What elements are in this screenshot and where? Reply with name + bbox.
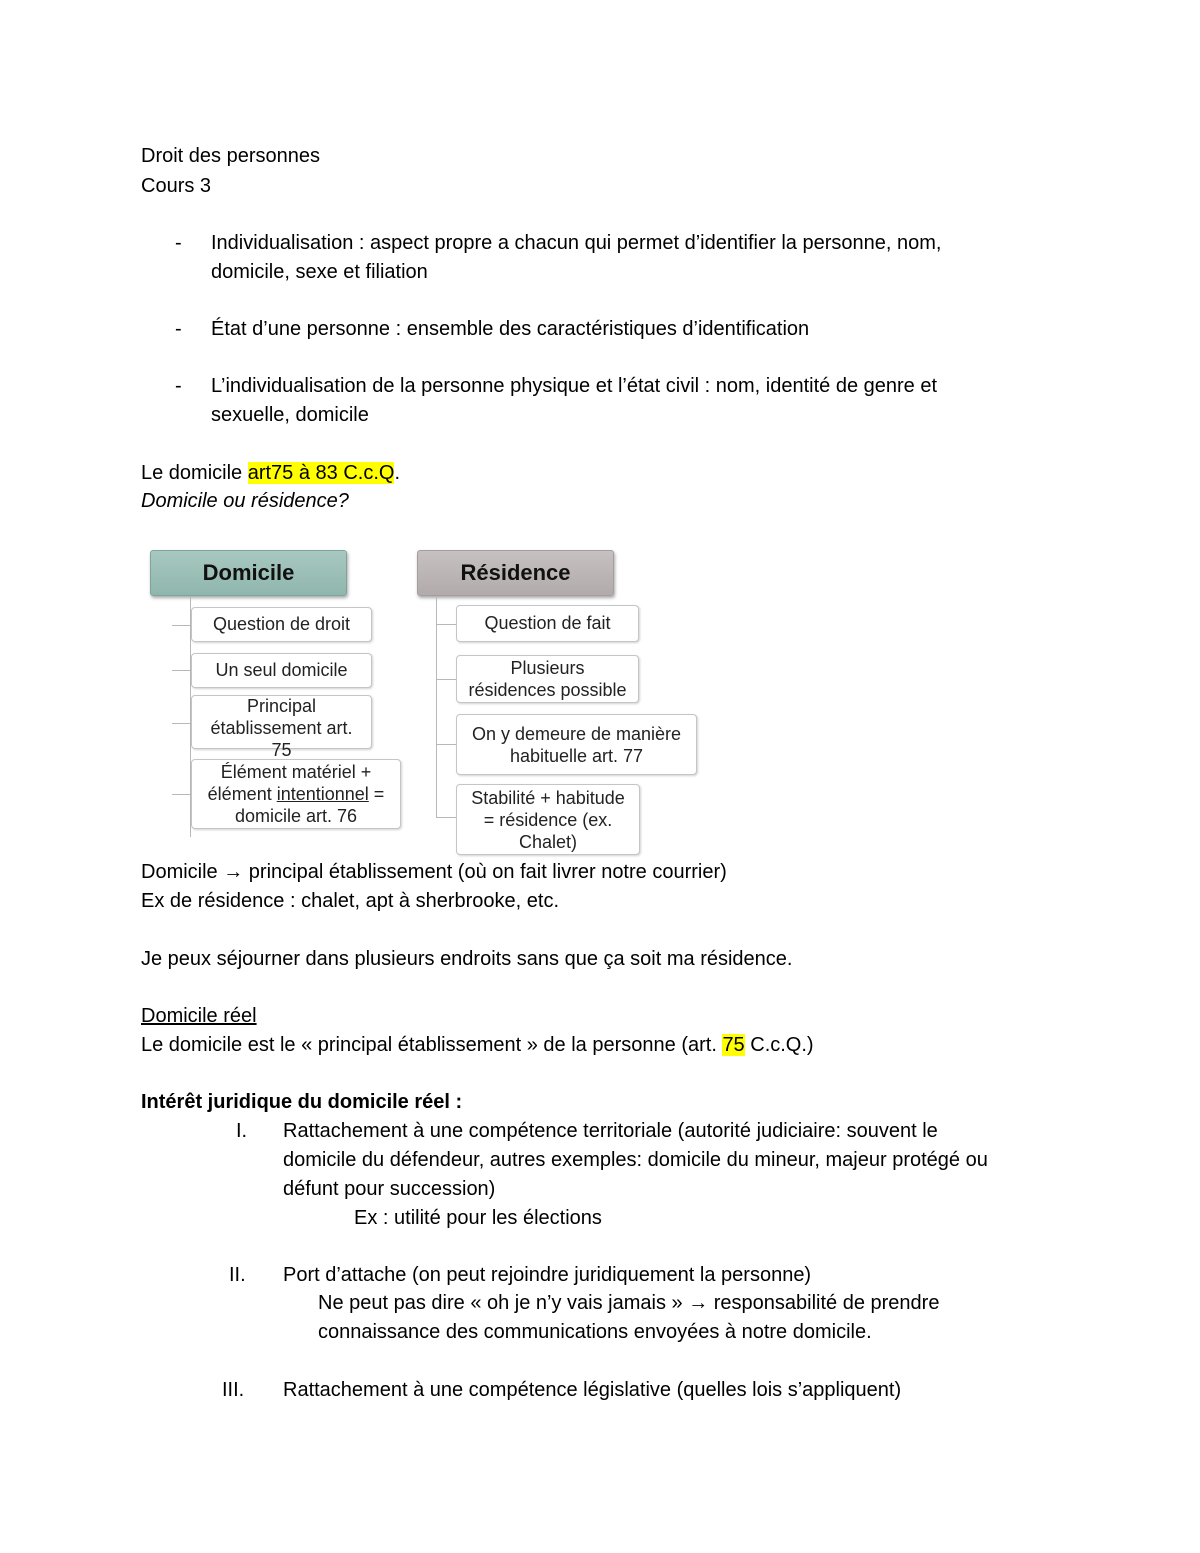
- domicile-box-principal-etablissement: [191, 695, 372, 760]
- interet-i-line-1: Rattachement à une compétence territoriale (autorité judiciaire: souvent le: [283, 1120, 938, 1142]
- interet-ii-line-1: Port d’attache (on peut rejoindre juridiquement la personne): [283, 1264, 812, 1286]
- definition-text: Le domicile est le « principal établissement » de la personne (art.: [141, 1034, 723, 1056]
- box-line: établissement art.: [210, 717, 353, 738]
- interet-heading: Intérêt juridique du domicile réel :: [141, 1091, 463, 1113]
- box-line: Élément matériel +: [220, 762, 372, 782]
- residence-box-question-de-fait: Question de fait: [456, 605, 639, 642]
- box-line: Stabilité + habitude: [471, 787, 625, 808]
- box-line: résidences possible: [468, 680, 627, 700]
- interet-iii-line-1: Rattachement à une compétence législative (quelles lois s’appliquent): [283, 1379, 902, 1401]
- interet-ii-line-2: [318, 1289, 939, 1318]
- document-title: Droit des personnes: [141, 145, 320, 167]
- box-text: élément: [207, 784, 277, 804]
- connector-line: [436, 679, 456, 680]
- note-ex-residence: Ex de résidence : chalet, apt à sherbrooke, etc.: [141, 890, 560, 912]
- bullet-1-line-2: domicile, sexe et filiation: [211, 261, 428, 283]
- note-sejourner: Je peux séjourner dans plusieurs endroits sans que ça soit ma résidence.: [141, 948, 793, 970]
- bullet-dash: -: [175, 232, 182, 254]
- box-line: Principal: [246, 695, 317, 716]
- interet-i-line-2: domicile du défendeur, autres exemples: domicile du mineur, majeur protégé ou: [283, 1149, 988, 1171]
- domicile-residence-diagram: [140, 545, 720, 860]
- article-highlight: 75: [722, 1034, 745, 1056]
- domicile-heading: [141, 459, 400, 487]
- domicile-suffix: .: [394, 462, 401, 484]
- domicile-box-question-de-droit: Question de droit: [191, 607, 372, 642]
- roman-numeral: III.: [222, 1379, 245, 1401]
- note-text: principal établissement (où on fait livrer notre courrier): [243, 861, 727, 883]
- connector-line: [172, 670, 190, 671]
- residence-box-stabilite-habitude: [456, 784, 640, 855]
- bullet-3-line-1: L’individualisation de la personne physique et l’état civil : nom, identité de genre et: [211, 375, 938, 397]
- roman-numeral: II.: [229, 1264, 246, 1286]
- connector-line: [172, 723, 190, 724]
- article-highlight: art75 à 83 C.c.Q: [247, 462, 395, 484]
- domicile-prefix: Le domicile: [141, 462, 248, 484]
- box-line: [208, 783, 385, 805]
- box-line: 75: [271, 739, 292, 760]
- connector-line: [436, 744, 456, 745]
- bullet-dash: -: [175, 318, 182, 340]
- interet-i-line-3: défunt pour succession): [283, 1178, 496, 1200]
- residence-box-demeure-habituelle: [456, 714, 697, 775]
- interet-ii-line-3: connaissance des communications envoyées à notre domicile.: [318, 1321, 872, 1343]
- document-subtitle: Cours 3: [141, 175, 212, 197]
- connector-line: [436, 597, 437, 817]
- domicile-reel-heading: Domicile réel: [141, 1005, 257, 1027]
- domicile-box-element-materiel: [191, 759, 401, 829]
- box-line: domicile art. 76: [234, 806, 358, 826]
- bullet-dash: -: [175, 375, 182, 397]
- box-line: Chalet): [518, 831, 578, 852]
- bullet-3-line-2: sexuelle, domicile: [211, 404, 369, 426]
- box-line: On y demeure de manière: [471, 723, 682, 744]
- bullet-1-line-1: Individualisation : aspect propre a chacun qui permet d’identifier la personne, nom,: [211, 232, 942, 254]
- bullet-2: État d’une personne : ensemble des caractéristiques d’identification: [211, 318, 810, 340]
- arrow-icon: →: [688, 1292, 709, 1314]
- arrow-icon: →: [223, 861, 244, 883]
- roman-numeral: I.: [236, 1120, 248, 1142]
- residence-box-plusieurs-residences: [456, 655, 639, 703]
- interet-i-example: Ex : utilité pour les élections: [354, 1207, 602, 1229]
- note-text: Domicile: [141, 861, 224, 883]
- connector-line: [436, 624, 456, 625]
- connector-line: [436, 817, 456, 818]
- box-text-underlined: intentionnel: [276, 784, 369, 804]
- residence-header-box: Résidence: [417, 550, 614, 596]
- box-text: =: [368, 784, 385, 804]
- domicile-question: Domicile ou résidence?: [141, 490, 349, 512]
- note-domicile-etablissement: [141, 858, 727, 886]
- connector-line: [172, 625, 190, 626]
- box-line: habituelle art. 77: [509, 745, 644, 766]
- box-line: = résidence (ex.: [483, 809, 613, 830]
- domicile-box-un-seul-domicile: Un seul domicile: [191, 653, 372, 688]
- connector-line: [172, 794, 190, 795]
- interet-text: Ne peut pas dire « oh je n’y vais jamais »: [318, 1292, 689, 1314]
- interet-text: responsabilité de prendre: [708, 1292, 940, 1314]
- domicile-header-box: Domicile: [150, 550, 347, 596]
- domicile-reel-definition: [141, 1031, 814, 1059]
- box-line: Plusieurs: [510, 658, 585, 678]
- definition-text: C.c.Q.): [744, 1034, 814, 1056]
